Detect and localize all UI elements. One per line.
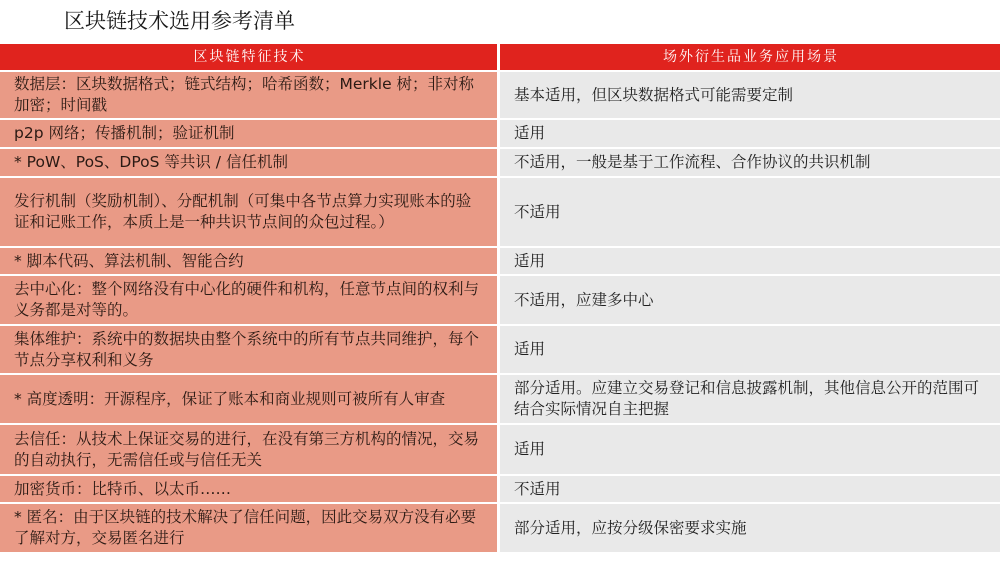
application-cell: 适用 [500, 248, 1000, 274]
application-cell: 不适用，应建多中心 [500, 276, 1000, 324]
application-cell: 适用 [500, 326, 1000, 373]
feature-cell: 加密货币：比特币、以太币…… [0, 476, 500, 502]
page-title: 区块链技术选用参考清单 [64, 9, 295, 33]
feature-cell: 数据层：区块数据格式；链式结构；哈希函数；Merkle 树；非对称加密；时间戳 [0, 72, 500, 118]
table-row [0, 248, 1000, 276]
feature-cell: * 高度透明：开源程序，保证了账本和商业规则可被所有人审查 [0, 375, 500, 423]
application-cell: 适用 [500, 120, 1000, 147]
feature-cell: * PoW、PoS、DPoS 等共识 / 信任机制 [0, 149, 500, 176]
feature-cell: * 匿名：由于区块链的技术解决了信任问题，因此交易双方没有必要了解对方，交易匿名进行 [0, 504, 500, 552]
header-application-scenario: 场外衍生品业务应用场景 [500, 44, 1000, 70]
application-cell: 部分适用。应建立交易登记和信息披露机制，其他信息公开的范围可结合实际情况自主把握 [500, 375, 1000, 423]
table-row [0, 504, 1000, 554]
feature-cell: 去中心化：整个网络没有中心化的硬件和机构，任意节点间的权利与义务都是对等的。 [0, 276, 500, 324]
application-cell: 部分适用，应按分级保密要求实施 [500, 504, 1000, 552]
reference-table [0, 44, 1000, 554]
feature-cell: 集体维护：系统中的数据块由整个系统中的所有节点共同维护，每个节点分享权利和义务 [0, 326, 500, 373]
table-row [0, 425, 1000, 476]
header-feature-technology: 区块链特征技术 [0, 44, 500, 70]
table-row [0, 178, 1000, 248]
table-header-row [0, 44, 1000, 72]
application-cell: 不适用 [500, 476, 1000, 502]
feature-cell: p2p 网络；传播机制；验证机制 [0, 120, 500, 147]
application-cell: 不适用 [500, 178, 1000, 246]
application-cell: 基本适用，但区块数据格式可能需要定制 [500, 72, 1000, 118]
table-row [0, 120, 1000, 149]
feature-cell: * 脚本代码、算法机制、智能合约 [0, 248, 500, 274]
table-row [0, 476, 1000, 504]
feature-cell: 发行机制（奖励机制）、分配机制（可集中各节点算力实现账本的验证和记账工作，本质上是一种共识节点间的众包过程。） [0, 178, 500, 246]
application-cell: 不适用，一般是基于工作流程、合作协议的共识机制 [500, 149, 1000, 176]
table-row [0, 326, 1000, 375]
table-row [0, 276, 1000, 326]
table-row [0, 72, 1000, 120]
table-row [0, 375, 1000, 425]
table-row [0, 149, 1000, 178]
feature-cell: 去信任：从技术上保证交易的进行，在没有第三方机构的情况，交易的自动执行，无需信任或与信任无关 [0, 425, 500, 474]
application-cell: 适用 [500, 425, 1000, 474]
